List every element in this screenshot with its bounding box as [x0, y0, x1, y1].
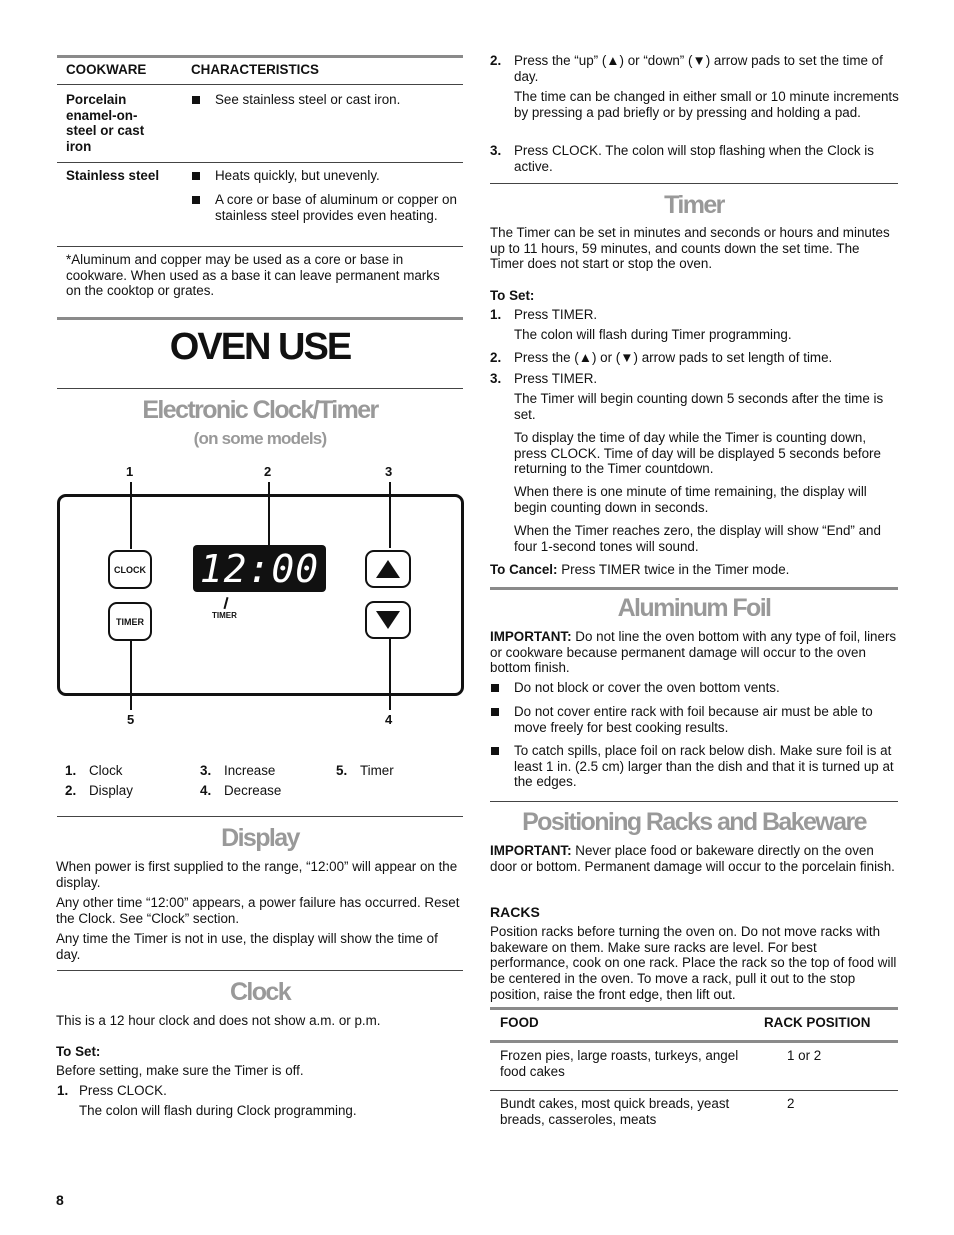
callout-4: 4 — [385, 712, 393, 727]
foil-bullet — [491, 743, 896, 790]
timer-step3-note: To display the time of day while the Timer is counting down, press CLOCK. Time of day will be displayed 5 seconds before returning to the Timer countdown. — [514, 430, 881, 477]
timer-step3-note: When the Timer reaches zero, the display will show “End” and four 1-second tones will sound. — [514, 523, 881, 554]
table-header-rule — [57, 84, 463, 85]
table-top-rule — [490, 1007, 898, 1010]
section-rule — [57, 317, 463, 320]
bullet-text: Do not block or cover the oven bottom vents. — [514, 680, 780, 695]
legend-label: Increase — [224, 763, 276, 778]
clock-display: 12:00 — [193, 545, 326, 592]
step-num: 1. — [490, 307, 502, 322]
table-cell-food: Frozen pies, large roasts, turkeys, angel food cakes — [500, 1048, 739, 1079]
legend-label: Display — [89, 783, 133, 798]
timer-step1-note: The colon will flash during Timer programming. — [514, 327, 792, 342]
page-title: OVEN USE — [169, 326, 351, 368]
table-row-item — [192, 168, 457, 184]
clock-p2: Before setting, make sure the Timer is off. — [56, 1063, 304, 1078]
foil-important-label: IMPORTANT: — [490, 629, 572, 644]
racks-heading: Positioning Racks and Bakeware — [522, 808, 866, 836]
timer-step3: Press TIMER. — [514, 371, 598, 386]
table-row-item — [192, 92, 452, 108]
clock-step2: Press the “up” (▲) or “down” (▼) arrow pads to set the time of day. — [514, 53, 883, 84]
foil-important — [490, 629, 898, 676]
clock-step3: Press CLOCK. The colon will stop flashing when the Clock is active. — [514, 143, 874, 174]
up-button[interactable] — [365, 550, 411, 588]
section-rule — [57, 970, 463, 971]
up-arrow-icon — [375, 559, 401, 579]
step-num: 2. — [490, 350, 502, 365]
foil-important-text: Do not line the oven bottom with any type of foil, liners or cookware because permanent damage will occur to the oven bottom finish. — [490, 629, 897, 676]
timer-cancel — [490, 562, 898, 578]
step-num: 3. — [490, 371, 502, 386]
timer-step3-note: When there is one minute of time remaining, the display will begin counting down in seconds. — [514, 484, 867, 515]
legend-label: Timer — [360, 763, 394, 778]
racks-text: Position racks before turning the oven on. Do not move racks with bakeware on them. Make sure racks are level. For best performance, cook on one rack. Place the rack so the top of food will be centered in the oven. To move a rack, pull it out to the stop position, raise the front edge, then lift out. — [490, 924, 897, 1002]
display-p3: Any time the Timer is not in use, the display will show the time of day. — [56, 931, 438, 962]
timer-p1: The Timer can be set in minutes and seconds or hours and minutes up to 11 hours, 59 minutes, and counts down the set time. The Timer does not start or stop the oven. — [490, 225, 890, 272]
timer-to-set: To Set: — [490, 288, 535, 303]
table-row-name: Stainless steel — [66, 168, 160, 183]
legend-num: 4. — [200, 783, 212, 798]
table-header-rule — [490, 1040, 898, 1043]
clock-timer-heading: Electronic Clock/Timer — [142, 396, 378, 424]
clock-step1: Press CLOCK. — [79, 1083, 167, 1098]
step-num: 3. — [490, 143, 502, 158]
section-rule — [57, 388, 463, 389]
page-number: 8 — [56, 1192, 64, 1208]
table-row-rule — [490, 1090, 898, 1091]
step-num: 1. — [57, 1083, 69, 1098]
callout-1: 1 — [126, 464, 134, 479]
legend-num: 5. — [336, 763, 348, 778]
control-panel — [57, 494, 464, 696]
table-cell-position: 2 — [787, 1096, 795, 1111]
callout-line-5 — [130, 640, 132, 710]
clock-to-set: To Set: — [56, 1044, 101, 1059]
foil-bullet — [491, 704, 896, 735]
item-text: A core or base of aluminum or copper on stainless steel provides even heating. — [215, 192, 457, 223]
display-heading: Display — [221, 824, 299, 852]
clock-step2-note: The time can be changed in either small or 10 minute increments by pressing a pad briefly or by pressing and holding a pad. — [514, 89, 899, 120]
timer-step2: Press the (▲) or (▼) arrow pads to set length of time. — [514, 350, 833, 365]
section-rule — [490, 587, 898, 590]
timer-button[interactable]: TIMER — [108, 602, 152, 641]
racks-important — [490, 843, 898, 874]
clock-heading: Clock — [229, 978, 291, 1006]
table-header-food: FOOD — [500, 1015, 539, 1030]
timer-cancel-text: Press TIMER twice in the Timer mode. — [557, 562, 790, 577]
section-rule — [490, 183, 898, 184]
table-row-rule — [57, 162, 463, 163]
down-arrow-icon — [375, 610, 401, 630]
section-rule — [490, 801, 898, 802]
step-num: 2. — [490, 53, 502, 68]
timer-heading: Timer — [664, 191, 724, 219]
clock-p1: This is a 12 hour clock and does not show a.m. or p.m. — [56, 1013, 381, 1028]
callout-2: 2 — [264, 464, 272, 479]
table-cell-position: 1 or 2 — [787, 1048, 822, 1063]
timer-cancel-label: To Cancel: — [490, 562, 558, 577]
item-text: Heats quickly, but unevenly. — [215, 168, 380, 183]
clock-timer-subheading: (on some models) — [193, 429, 327, 448]
section-rule — [57, 816, 463, 817]
display-p2: Any other time “12:00” appears, a power failure has occurred. Reset the Clock. See “Clock” section. — [56, 895, 460, 926]
table-row-rule — [57, 246, 463, 247]
legend-num: 1. — [65, 763, 77, 778]
table-row-name: Porcelain enamel-on-steel or cast iron — [66, 92, 145, 155]
timer-step3-note: The Timer will begin counting down 5 seconds after the time is set. — [514, 391, 884, 422]
table-note: *Aluminum and copper may be used as a core or base in cookware. When used as a base it can leave permanent marks on the cooktop or grates. — [66, 252, 440, 299]
foil-bullet — [491, 680, 896, 696]
legend-label: Clock — [89, 763, 123, 778]
timer-indicator-label: TIMER — [212, 611, 237, 620]
legend-num: 2. — [65, 783, 77, 798]
timer-step1: Press TIMER. — [514, 307, 598, 322]
item-text: See stainless steel or cast iron. — [215, 92, 401, 107]
bullet-text: Do not cover entire rack with foil because air must be able to move freely for best cooking results. — [514, 704, 873, 735]
clock-step1-note: The colon will flash during Clock programming. — [79, 1103, 357, 1118]
display-p1: When power is first supplied to the range, “12:00” will appear on the display. — [56, 859, 458, 890]
racks-subheading: RACKS — [490, 904, 540, 920]
clock-button[interactable]: CLOCK — [108, 550, 152, 589]
foil-heading: Aluminum Foil — [617, 594, 771, 622]
table-header-cookware: COOKWARE — [66, 62, 147, 77]
bullet-text: To catch spills, place foil on rack below dish. Make sure foil is at least 1 in. (2.5 cm) larger than the dish and that it is turned up at the edges. — [514, 743, 894, 790]
table-row-item — [192, 192, 457, 223]
legend-label: Decrease — [224, 783, 282, 798]
racks-important-text: Never place food or bakeware directly on the oven door or bottom. Permanent damage will occur to the porcelain finish. — [490, 843, 895, 874]
racks-important-label: IMPORTANT: — [490, 843, 572, 858]
table-header-characteristics: CHARACTERISTICS — [191, 62, 319, 77]
table-top-rule — [57, 55, 463, 58]
down-button[interactable] — [365, 601, 411, 639]
callout-3: 3 — [385, 464, 393, 479]
legend-num: 3. — [200, 763, 212, 778]
table-cell-food: Bundt cakes, most quick breads, yeast breads, casseroles, meats — [500, 1096, 730, 1127]
table-header-rack-position: RACK POSITION — [764, 1015, 871, 1030]
callout-line-4 — [389, 639, 391, 710]
callout-5: 5 — [127, 712, 135, 727]
